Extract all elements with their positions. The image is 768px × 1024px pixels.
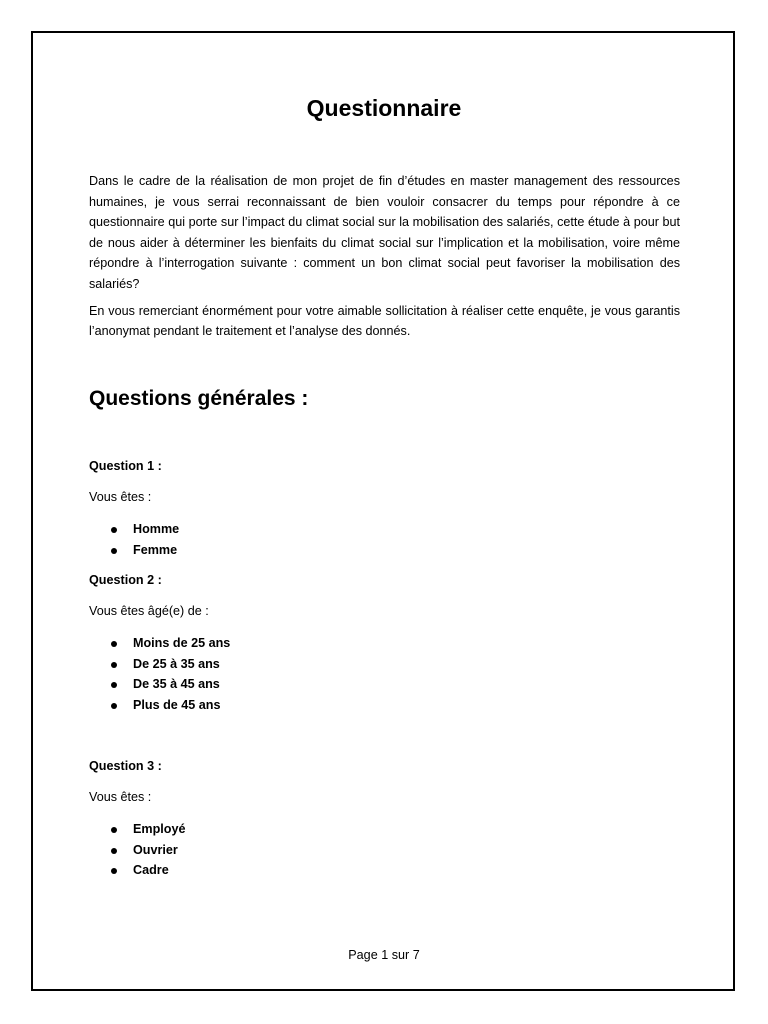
option-employe [89, 819, 186, 840]
bullet-icon [111, 548, 117, 554]
intro-text [89, 171, 680, 348]
option-plus-45 [89, 695, 230, 716]
option-label: Employé [133, 822, 186, 836]
question-1-label: Question 1 : [89, 459, 162, 473]
option-label: De 35 à 45 ans [133, 677, 220, 692]
bullet-icon [111, 848, 117, 854]
intro-paragraph-1: Dans le cadre de la réalisation de mon projet de fin d’études en master management des ressources humaines, je vous serrai reconnaissant de bien vouloir consacrer du temps pour répondre à ce questionnaire qui porte sur l’impact du climat social sur la mobilisation des salariés, cette étude à pour but de nous aider à déterminer les bienfaits du climat social sur l’implication et la mobilisation, voire même répondre à l’interrogation suivante : comment un bon climat social peut favoriser la mobilisation des salariés? [89, 174, 680, 291]
option-label: Homme [133, 522, 180, 536]
page-number: Page 1 sur 7 [348, 948, 420, 962]
option-homme [89, 519, 179, 540]
option-label: Moins de 25 ans [133, 636, 231, 650]
option-label: Cadre [133, 863, 169, 878]
bullet-icon [111, 827, 117, 833]
question-1-text: Vous êtes : [89, 490, 152, 504]
question-1-options [89, 519, 179, 560]
question-3-options [89, 819, 186, 881]
bullet-icon [111, 641, 117, 647]
option-25-35 [89, 654, 230, 675]
option-35-45 [89, 674, 230, 695]
option-label: Plus de 45 ans [133, 698, 221, 713]
bullet-icon [111, 703, 117, 709]
question-2-text: Vous êtes âgé(e) de : [89, 604, 209, 618]
bullet-icon [111, 527, 117, 533]
option-label: De 25 à 35 ans [133, 656, 220, 671]
bullet-icon [111, 662, 117, 668]
bullet-icon [111, 682, 117, 688]
section-title: Questions générales : [89, 387, 309, 410]
option-femme [89, 540, 179, 561]
option-cadre [89, 860, 186, 881]
option-ouvrier [89, 840, 186, 861]
page-title: Questionnaire [306, 95, 462, 121]
option-label: Femme [133, 542, 178, 557]
option-label: Ouvrier [133, 842, 178, 857]
question-2-label: Question 2 : [89, 573, 162, 587]
option-moins-25 [89, 633, 230, 654]
question-3-label: Question 3 : [89, 759, 162, 773]
question-3-text: Vous êtes : [89, 790, 152, 804]
intro-paragraph-2: En vous remerciant énormément pour votre aimable sollicitation à réaliser cette enquête, je vous garantis l’anonymat pendant le traitement et l’analyse des donnés. [89, 303, 680, 339]
bullet-icon [111, 868, 117, 874]
question-2-options [89, 633, 230, 716]
